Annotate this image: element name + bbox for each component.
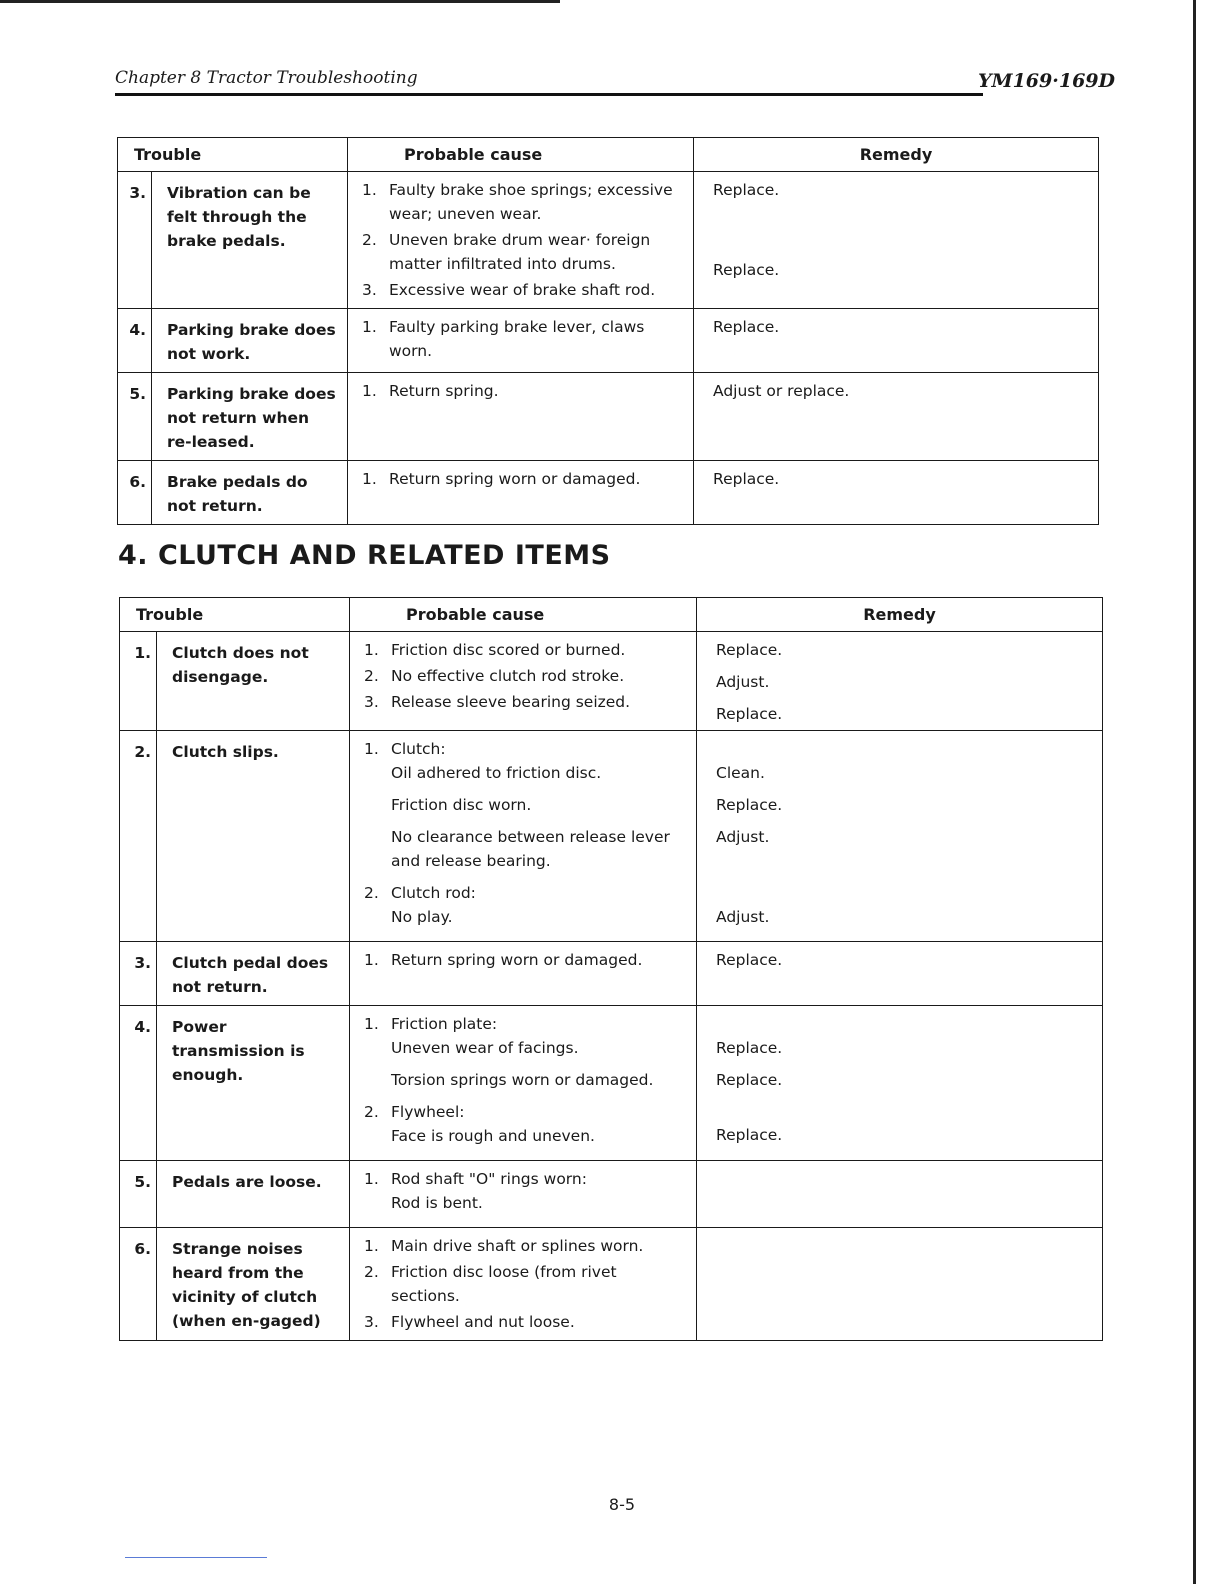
remedy-cell [694,373,1099,461]
cause-detail: No play. [391,908,453,926]
cause-detail: Rod is bent. [391,1194,483,1212]
remedy-text: Replace. [716,951,783,969]
table-row [120,1228,1103,1341]
cause-cell [350,731,697,942]
scan-edge-top [0,0,560,3]
cause-line [362,178,685,226]
cause-text: Rod shaft "O" rings worn: [391,1170,587,1188]
cause-text: Clutch rod: [391,884,476,902]
cause-item [364,1100,688,1148]
cause-number: 1. [364,641,379,659]
cause-text: Clutch: [391,740,446,758]
cause-number: 1. [362,318,377,336]
remedy-cell [697,731,1103,942]
cause-item [362,315,685,363]
cause-detail: Friction disc worn. [391,796,532,814]
row-number: 4. [118,309,152,373]
cause-text: Friction disc scored or burned. [391,641,626,659]
cause-number: 1. [362,382,377,400]
table-row [120,731,1103,942]
table-row [118,172,1099,309]
trouble-cell: Vibration can be felt through the brake pedals. [152,172,348,309]
table-row [118,373,1099,461]
cause-number: 1. [364,1170,379,1188]
cause-line [364,1012,688,1036]
model-number: YM169·169D [977,70,1115,92]
remedy-text: Adjust. [716,908,770,926]
table-row [120,632,1103,731]
cause-number: 1. [364,1237,379,1255]
cause-text: Excessive wear of brake shaft rod. [389,281,656,299]
cause-header: Probable cause [350,598,697,632]
remedy-cell [694,461,1099,525]
row-number: 5. [120,1161,157,1228]
remedy-text: Adjust. [716,828,770,846]
cause-number: 2. [364,1103,379,1121]
remedy-text: Replace. [713,318,780,336]
header-rule [115,93,983,96]
cause-line [362,379,685,403]
footer-rule [125,1557,267,1558]
row-number: 1. [120,632,157,731]
remedy-cell [697,942,1103,1006]
row-number: 3. [120,942,157,1006]
trouble-cell: Clutch pedal does not return. [157,942,350,1006]
cause-text: Flywheel and nut loose. [391,1313,575,1331]
remedy-text: Replace. [713,470,780,488]
cause-item [364,948,688,972]
trouble-cell: Strange noises heard from the vicinity of clutch (when en-gaged) [157,1228,350,1341]
section-title: 4. CLUTCH AND RELATED ITEMS [118,540,611,571]
table-row [120,942,1103,1006]
cause-number: 1. [362,470,377,488]
trouble-cell: Brake pedals do not return. [152,461,348,525]
remedy-text: Replace. [716,796,783,814]
remedy-cell [697,1006,1103,1161]
row-number: 3. [118,172,152,309]
trouble-cell: Parking brake does not return when re-leased. [152,373,348,461]
cause-text: Friction disc loose (from rivet sections. [391,1263,617,1305]
cause-number: 1. [364,951,379,969]
cause-line [364,1260,688,1308]
remedy-text: Replace. [716,1126,783,1144]
cause-line [364,664,688,688]
cause-line [364,948,688,972]
remedy-text: Replace. [713,261,780,279]
cause-number: 3. [362,281,377,299]
remedy-text: Replace. [716,641,783,659]
cause-item [364,881,688,929]
cause-text: Return spring. [389,382,499,400]
remedy-header: Remedy [694,138,1099,172]
cause-text: No effective clutch rod stroke. [391,667,625,685]
cause-line [364,638,688,662]
cause-item [364,737,688,873]
cause-item [364,1167,688,1215]
cause-cell [348,461,694,525]
remedy-text: Replace. [716,1039,783,1057]
cause-text: Friction plate: [391,1015,498,1033]
cause-item [362,467,685,491]
cause-detail: No clearance between release lever and release bearing. [391,828,670,870]
remedy-text: Replace. [716,1071,783,1089]
cause-line [364,1100,688,1124]
remedy-text: Adjust or replace. [713,382,850,400]
cause-text: Return spring worn or damaged. [389,470,641,488]
cause-number: 2. [364,1263,379,1281]
cause-item [364,1310,688,1334]
remedy-cell [694,309,1099,373]
cause-detail: Oil adhered to friction disc. [391,764,602,782]
page-number: 8-5 [608,1495,636,1514]
remedy-text: Adjust. [716,673,770,691]
trouble-cell: Clutch slips. [157,731,350,942]
table-row [120,1161,1103,1228]
cause-cell [350,1161,697,1228]
remedy-text: Replace. [713,181,780,199]
cause-item [364,664,688,688]
row-number: 4. [120,1006,157,1161]
page-header [115,66,1115,96]
cause-cell [350,632,697,731]
cause-cell [350,942,697,1006]
clutch-trouble-table [119,597,1103,1341]
brake-trouble-table [117,137,1099,525]
cause-line [364,1167,688,1191]
trouble-header: Trouble [120,598,350,632]
remedy-header: Remedy [697,598,1103,632]
trouble-header: Trouble [118,138,348,172]
cause-number: 1. [364,740,379,758]
cause-text: Flywheel: [391,1103,465,1121]
cause-item [362,379,685,403]
row-number: 6. [118,461,152,525]
cause-number: 1. [364,1015,379,1033]
remedy-cell [697,1228,1103,1341]
table-header-row [118,138,1099,172]
cause-item [364,690,688,714]
cause-cell [350,1006,697,1161]
trouble-cell: Clutch does not disengage. [157,632,350,731]
chapter-title: Chapter 8 Tractor Troubleshooting [115,68,418,88]
cause-cell [348,373,694,461]
cause-item [362,228,685,276]
cause-item [362,278,685,302]
cause-item [364,1260,688,1308]
remedy-cell [694,172,1099,309]
cause-text: Uneven brake drum wear· foreign matter infiltrated into drums. [389,231,651,273]
cause-detail: Uneven wear of facings. [391,1039,579,1057]
cause-line [364,1234,688,1258]
table-row [120,1006,1103,1161]
scan-edge-right [1193,0,1196,1584]
cause-line [362,315,685,363]
cause-line [364,737,688,761]
cause-item [364,638,688,662]
remedy-cell [697,632,1103,731]
row-number: 6. [120,1228,157,1341]
cause-number: 2. [364,667,379,685]
cause-line [364,1310,688,1334]
remedy-text: Clean. [716,764,765,782]
cause-text: Main drive shaft or splines worn. [391,1237,644,1255]
table-row [118,309,1099,373]
cause-text: Return spring worn or damaged. [391,951,643,969]
cause-item [364,1012,688,1092]
trouble-cell: Parking brake does not work. [152,309,348,373]
cause-header: Probable cause [348,138,694,172]
table-header-row [120,598,1103,632]
cause-number: 2. [364,884,379,902]
cause-detail: Face is rough and uneven. [391,1127,595,1145]
cause-line [362,278,685,302]
cause-detail: Torsion springs worn or damaged. [391,1071,654,1089]
cause-number: 3. [364,693,379,711]
table-row [118,461,1099,525]
cause-item [364,1234,688,1258]
cause-text: Faulty parking brake lever, claws worn. [389,318,645,360]
cause-number: 2. [362,231,377,249]
cause-line [362,467,685,491]
remedy-text: Replace. [716,705,783,723]
cause-number: 1. [362,181,377,199]
cause-item [362,178,685,226]
cause-number: 3. [364,1313,379,1331]
remedy-cell [697,1161,1103,1228]
cause-line [362,228,685,276]
cause-text: Faulty brake shoe springs; excessive wear; uneven wear. [389,181,673,223]
cause-cell [348,172,694,309]
row-number: 2. [120,731,157,942]
cause-cell [348,309,694,373]
cause-line [364,690,688,714]
cause-text: Release sleeve bearing seized. [391,693,631,711]
cause-line [364,881,688,905]
trouble-cell: Power transmission is enough. [157,1006,350,1161]
cause-cell [350,1228,697,1341]
row-number: 5. [118,373,152,461]
trouble-cell: Pedals are loose. [157,1161,350,1228]
